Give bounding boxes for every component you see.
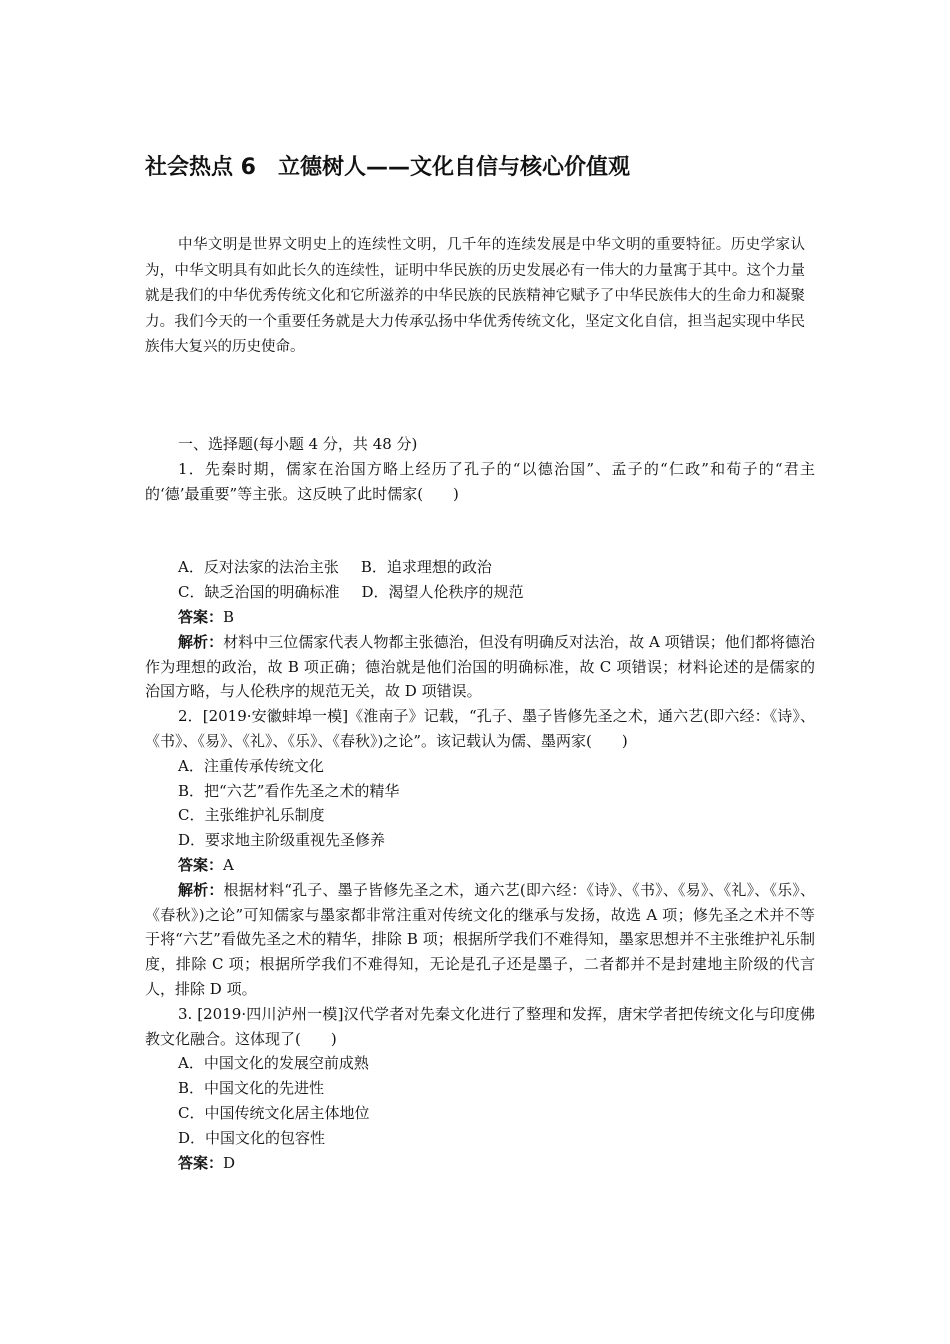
option-c: C．主张维护礼乐制度 xyxy=(178,806,325,825)
section-heading: 一、选择题(每小题 4 分，共 48 分) xyxy=(178,435,418,453)
answer-label: 答案： xyxy=(178,607,224,626)
question-section xyxy=(145,432,815,1175)
spacer xyxy=(145,506,815,555)
option-a: A．注重传承传统文化 xyxy=(178,756,324,775)
analysis-paragraph xyxy=(145,630,815,704)
analysis-label: 解析： xyxy=(178,632,224,651)
page-title: 社会热点 6 立德树人——文化自信与核心价值观 xyxy=(145,155,630,180)
answer-value: A xyxy=(223,855,234,874)
option-d: D．中国文化的包容性 xyxy=(178,1128,326,1147)
option-row xyxy=(145,555,815,580)
option-d: D．渴望人伦秩序的规范 xyxy=(361,583,524,602)
analysis-text: 根据材料“孔子、墨子皆修先圣之术，通六艺(即六经：《诗》、《书》、《易》、《礼》、《乐》、《春秋》)之论”可知儒家与墨家都非常注重对传统文化的继承与发扬，故选 A 项；修先圣之术并不等于将“六艺”看做先圣之术的精华，排除 B 项；根据所学我们不难得知，墨家思想并不主张维护礼乐制度，排除 C 项；根据所学我们不难得知，无论是孔子还是墨子，二者都并不是封建地主阶级的代言人，排除 D 项。 xyxy=(145,880,815,998)
answer-value: B xyxy=(223,607,235,626)
analysis-paragraph xyxy=(145,878,815,1002)
option-a: A．反对法家的法治主张 xyxy=(178,558,339,577)
option-row xyxy=(145,580,815,605)
analysis-label: 解析： xyxy=(178,880,224,899)
option-c: C．中国传统文化居主体地位 xyxy=(178,1103,370,1122)
question-stem: 3. [2019·四川泸州一模]汉代学者对先秦文化进行了整理和发挥，唐宋学者把传统文化与印度佛教文化融合。这体现了( ) xyxy=(145,1004,815,1048)
answer-value: D xyxy=(223,1153,236,1172)
option-b: B．把“六艺”看作先圣之术的精华 xyxy=(178,781,400,800)
option-d: D．要求地主阶级重视先圣修养 xyxy=(178,831,386,850)
analysis-text: 材料中三位儒家代表人物都主张德治，但没有明确反对法治，故 A 项错误；他们都将德治作为理想的政治，故 B 项正确；德治就是他们治国的明确标准，故 C 项错误；材料论述的是儒家的治国方略，与人伦秩序的规范无关，故 D 项错误。 xyxy=(145,632,815,701)
intro-paragraph: 中华文明是世界文明史上的连续性文明，几千年的连续发展是中华文明的重要特征。历史学家认为，中华文明具有如此长久的连续性，证明中华民族的历史发展必有一伟大的力量寓于其中。这个力量就是我们的中华优秀传统文化和它所滋养的中华民族的民族精神它赋予了中华民族伟大的生命力和凝聚力。我们今天的一个重要任务就是大力传承弘扬中华优秀传统文化，坚定文化自信，担当起实现中华民族伟大复兴的历史使命。 xyxy=(145,237,805,355)
question-stem: 2．[2019·安徽蚌埠一模]《淮南子》记载，“孔子、墨子皆修先圣之术，通六艺(即六经：《诗》、《书》、《易》、《礼》、《乐》、《春秋》)之论”。该记载认为儒、墨两家( ) xyxy=(145,707,815,750)
question-stem: 1．先秦时期，儒家在治国方略上经历了孔子的“以德治国”、孟子的“仁政”和荀子的“君主的‘德’最重要”等主张。这反映了此时儒家( ) xyxy=(145,459,815,503)
answer-label: 答案： xyxy=(178,855,224,874)
option-c: C．缺乏治国的明确标准 xyxy=(178,583,340,602)
answer-line xyxy=(145,605,815,630)
option-b: B．中国文化的先进性 xyxy=(178,1079,325,1098)
option-a: A．中国文化的发展空前成熟 xyxy=(178,1054,369,1073)
option-b: B．追求理想的政治 xyxy=(360,558,492,577)
answer-label: 答案： xyxy=(178,1153,224,1172)
answer-line xyxy=(145,853,815,878)
answer-line xyxy=(145,1151,815,1176)
